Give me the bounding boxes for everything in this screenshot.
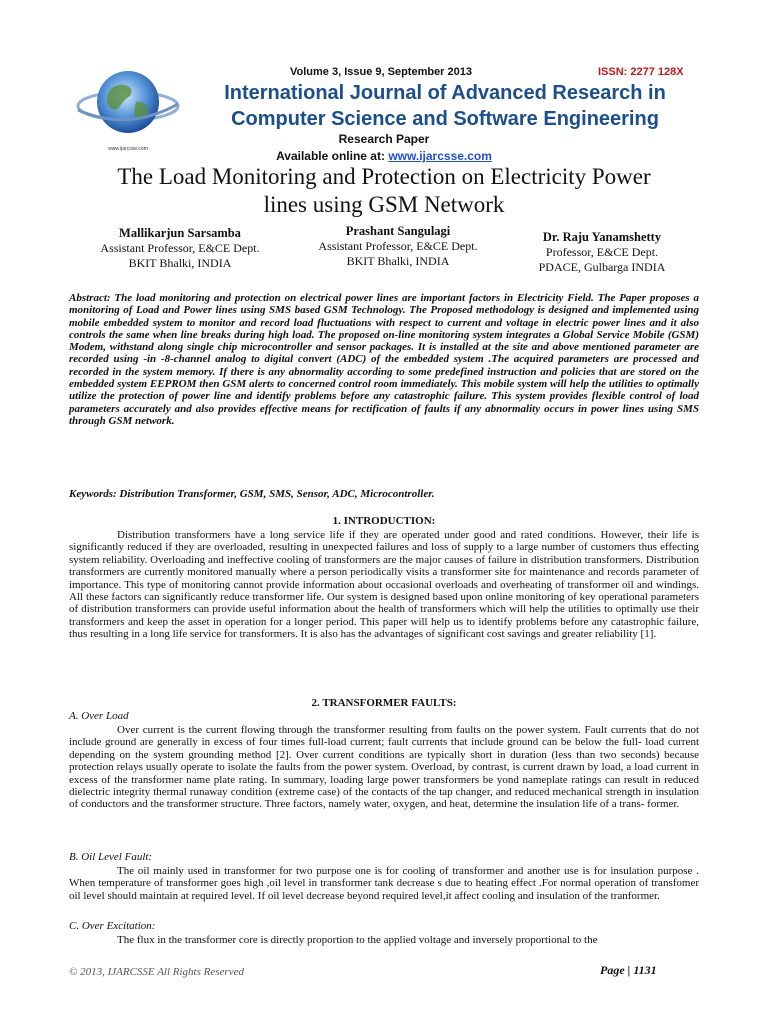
paper-title-line1: The Load Monitoring and Protection on Electricity Power	[117, 164, 651, 189]
introduction-text	[69, 529, 699, 641]
paragraph: The flux in the transformer core is directly proportion to the applied voltage and inversely proportional to the	[117, 934, 598, 946]
author-name: Dr. Raju Yanamshetty	[542, 230, 662, 244]
author-affiliation: PDACE, Gulbarga INDIA	[538, 260, 666, 274]
paper-title-line2: lines using GSM Network	[263, 192, 505, 217]
author-name: Prashant Sangulagi	[345, 224, 451, 238]
paragraph: Distribution transformers have a long service life if they are operated under good and rated conditions. However, their life is significantly reduced if they are overloaded, resulting in unexpected failures and loss of supply to a large number of customers thus effecting system reliability. Overloading and ineffective cooling of transformers are the major causes of failure in distribution transformers. Distribution transformers are currently monitored manually where a person periodically visits a transformer site for maintenance and records parameter of importance. This type of monitoring cannot provide information about occasional overloads and overheating of transformer oil and windings. All these factors can significantly reduce transformer life. Our system is designed based upon online monitoring of key operational parameters of distribution transformers can provide useful information about the health of transformers which will help the utilities to optimally use their transformers and keep the asset in operation for a longer period. This paper will help us to identify problems before any catastrophic failure, thus resulting in a long life service for transformers. It is also has the advantages of significant cost savings and greater reliability [1].	[69, 529, 699, 641]
author-role: Assistant Professor, E&CE Dept.	[318, 239, 478, 253]
oil-level-text	[69, 865, 699, 902]
available-label: Available online at:	[276, 149, 389, 163]
author-role: Professor, E&CE Dept.	[545, 245, 659, 259]
author-block	[502, 230, 702, 275]
logo-caption: www.ijarcsse.com	[108, 146, 148, 152]
journal-title-line1: International Journal of Advanced Research in	[224, 82, 666, 104]
author-name: Mallikarjun Sarsamba	[119, 226, 241, 240]
author-affiliation: BKIT Bhalki, INDIA	[346, 254, 450, 268]
journal-title-line2: Computer Science and Software Engineering	[231, 108, 659, 130]
paragraph: The oil mainly used in transformer for two purpose one is for cooling of transformer and another use is for insulation purpose . When temperature of transformer goes high ,oil level in transformer tank decrease s due to heating effect .For normal operation of transfomer oil level should maintain at required level. If oil level decrease beyond required level,it affect cooling and insulation of the tranformer.	[69, 865, 699, 902]
page-value: 1131	[633, 963, 657, 977]
keywords: Keywords: Distribution Transformer, GSM, SMS, Sensor, ADC, Microcontroller.	[69, 488, 435, 500]
copyright: © 2013, IJARCSSE All Rights Reserved	[69, 966, 244, 978]
page-label: Page	[600, 963, 625, 977]
issn: ISSN: 2277 128X	[598, 66, 684, 78]
availability-line	[0, 149, 768, 163]
section-heading-introduction: 1. INTRODUCTION:	[332, 515, 436, 527]
page-number: Page | 1131	[600, 963, 657, 977]
author-affiliation: BKIT Bhalki, INDIA	[128, 256, 232, 270]
author-block	[70, 226, 290, 271]
paper-type: Research Paper	[338, 132, 430, 146]
subsection-heading-overload: A. Over Load	[69, 710, 129, 722]
journal-title	[180, 80, 710, 132]
paragraph: Over current is the current flowing through the transformer resulting from faults on the power system. Fault currents that do not include ground are generally in excess of four times full-load current; fault currents that include ground can be below the full- load current depending on the system grounding method [2]. Over current conditions are typically short in duration (less than two seconds) because protection relays usually operate to isolate the faults from the power system. Overload, by contrast, is current drawn by load, a load current in excess of the transformer name plate rating. In summary, loading large power transformers be yond nameplate ratings can result in reduced dielectric integrity thermal runaway condition (extreme case) of the contacts of the tap changer, and reduced mechanical strength in insulation of conductors and the transformer structure. Three factors, namely water, oxygen, and heat, determine the insulation life of a trans- former.	[69, 724, 699, 811]
subsection-heading-over-excitation: C. Over Excitation:	[69, 920, 156, 932]
overload-text	[69, 724, 699, 811]
section-heading-transformer-faults: 2. TRANSFORMER FAULTS:	[311, 697, 457, 709]
subsection-heading-oil-level: B. Oil Level Fault:	[69, 851, 153, 863]
over-excitation-text	[69, 934, 699, 946]
paper-title	[60, 163, 708, 219]
volume-info: Volume 3, Issue 9, September 2013	[290, 66, 472, 78]
author-role: Assistant Professor, E&CE Dept.	[100, 241, 260, 255]
journal-link[interactable]: www.ijarcsse.com	[388, 149, 492, 163]
abstract: Abstract: The load monitoring and protection on electrical power lines are important factors in Electricity Field. The Paper proposes a monitoring of Load and Power lines using SMS based GSM Technology. The Proposed methodology is designed and implemented using mobile embedded system to monitor and record load fluctuations with respect to current and voltage in electric power lines and it also controls the same when line breaks during high load. The proposed on-line monitoring system integrates a Global Service Mobile (GSM) Modem, withstand along single chip microcontroller and sensor packages. It is installed at the site and above mentioned parameter are recorded using -in -8-channel analog to digital convert (ADC) of the embedded system .The acquired parameters are processed and recorded in the system memory. If there is any abnormality according to some predefined instruction and policies that are stored on the embedded system EEPROM then GSM alerts to concerned control room immediately. This mobile system will help the utilities to optimally utilize the protection of power line and identify problems before any catastrophic failure. This system provides flexible control of load parameters accurately and also provides effective means for rectification of faults if any abnormality occurs in power lines using SMS through GSM network.	[69, 292, 699, 427]
author-block	[288, 224, 508, 269]
